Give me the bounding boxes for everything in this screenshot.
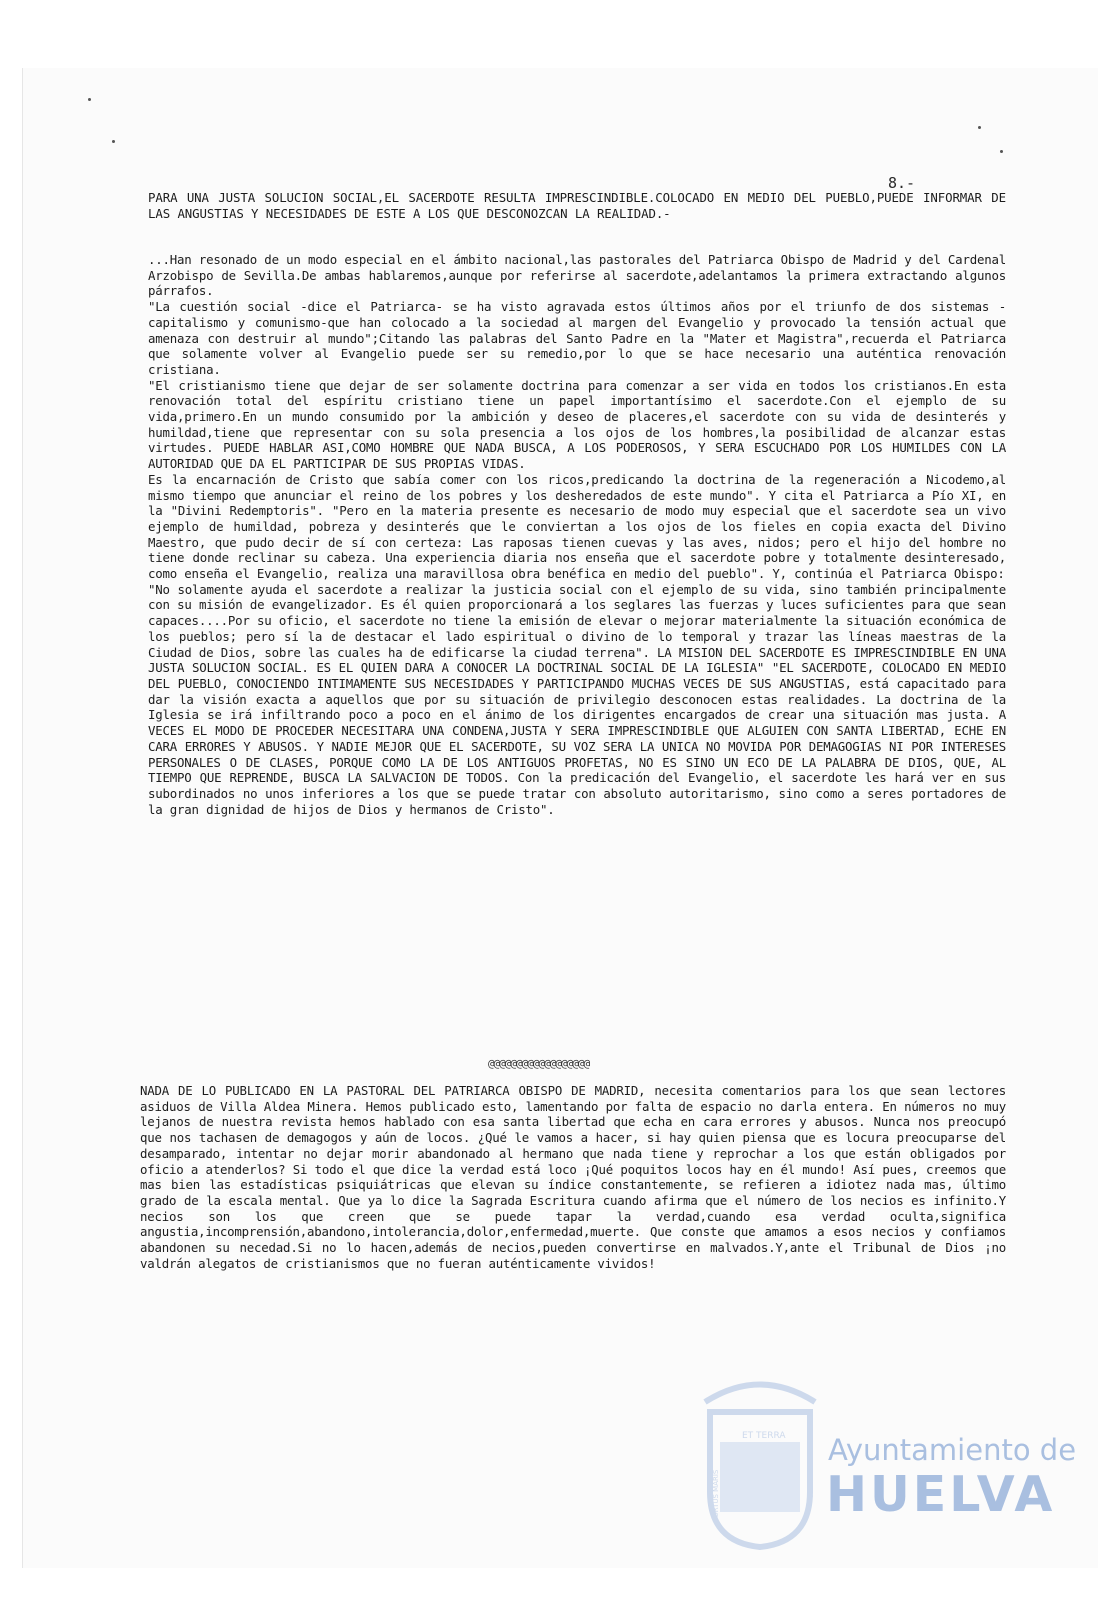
watermark-text-line2: HUELVA	[826, 1466, 1056, 1523]
scan-speck	[112, 140, 115, 143]
paragraph: "La cuestión social -dice el Patriarca- se ha visto agravada estos últimos años por el triunfo de dos sistemas -capitalismo y comunismo-que han colocado a la sociedad al margen del Evangelio y provocado la tensión actual que amenaza con destruir al mundo";Citando las palabras del Santo Padre en la "Mater et Magistra",recuerda el Patriarca que solamente volver al Evangelio puede ser su remedio,por lo que se hace necesario una auténtica renovación cristiana.	[148, 299, 1006, 377]
crown-arc	[705, 1385, 815, 1403]
paragraph: NADA DE LO PUBLICADO EN LA PASTORAL DEL PATRIARCA OBISPO DE MADRID, necesita comentarios para los que sean lectores asiduos de Villa Aldea Minera. Hemos publicado esto, lamentando por falta de espacio no darla entera. En números no muy lejanos de nuestra revista hemos hablado con esa santa libertad que echa en cara errores y abusos. Nunca nos preocupó que nos tachasen de demagogos y aún de locos. ¿Qué le vamos a hacer, si hay quien piensa que es locura preocuparse del desamparado, intentar no dejar morir abandonado al hermano que nada tiene y reprochar a los que están obligados por oficio a atenderlos? Si todo el que dice la verdad está loco ¡Qué poquitos locos hay en él mundo! Así pues, creemos que mas bien las estadísticas psiquiátricas que elevan su índice constantemente, se refieren a idiotez nada mas, último grado de la escala mental. Que ya lo dice la Sagrada Escritura cuando afirma que el número de los necios es infinito.Y necios son los que creen que se puede tapar la verdad,cuando esa verdad oculta,significa angustia,incomprensión,abandono,intolerancia,dolor,enfermedad,muerte. Que conste que amamos a esos necios y confiamos abandonen su necedad.Si no lo hacen,además de necios,pueden convertirse en malvados.Y,ante el Tribunal de Dios ¡no valdrán alegatos de cristianismos que no fueran auténticamente vividos!	[140, 1083, 1006, 1271]
shield-text: PORTUS MARIS	[712, 1469, 720, 1522]
section-divider: @@@@@@@@@@@@@@@@@@	[488, 1057, 590, 1070]
intro-heading: PARA UNA JUSTA SOLUCION SOCIAL,EL SACERDOTE RESULTA IMPRESCINDIBLE.COLOCADO EN MEDIO DEL PUEBLO,PUEDE INFORMAR DE LAS ANGUSTIAS Y NECESIDADES DE ESTE A LOS QUE DESCONOZCAN LA REALIDAD.-	[148, 190, 1006, 221]
scan-speck	[1000, 150, 1003, 153]
scan-speck	[88, 98, 91, 101]
paragraph: "No solamente ayuda el sacerdote a realizar la justicia social con el ejemplo de su vida, sino también principalmente con su misión de evangelizador. Es él quien proporcionará a los seglares las fuerzas y luces suficientes para que sean capaces....Por su oficio, el sacerdote no tiene la emisión de elevar o mejorar materialmente la situación económica de los pueblos; pero sí la de destacar el lado espiritual o divino de lo temporal y trazar las líneas maestras de la Ciudad de Dios, sobre las cuales ha de edificarse la ciudad terrena". LA MISION DEL SACERDOTE ES IMPRESCINDIBLE EN UNA JUSTA SOLUCION SOCIAL. ES EL QUIEN DARA A CONOCER LA DOCTRINAL SOCIAL DE LA IGLESIA" "EL SACERDOTE, COLOCADO EN MEDIO DEL PUEBLO, CONOCIENDO INTIMAMENTE SUS NECESIDADES Y PARTICIPANDO MUCHAS VECES DE SUS ANGUSTIAS, está capacitado para dar la visión exacta a aquellos que por su situación de privilegio desconocen estas realidades. La doctrina de la Iglesia se irá infiltrando poco a poco en el ánimo de los dirigentes encargados de crear una situación mas justa. A VECES EL MODO DE PROCEDER NECESITARA UNA CONDENA,JUSTA Y SERA IMPRESCINDIBLE QUE ALGUIEN CON SANTA LIBERTAD, ECHE EN CARA ERRORES Y ABUSOS. Y NADIE MEJOR QUE EL SACERDOTE, SU VOZ SERA LA UNICA NO MOVIDA POR DEMAGOGIAS NI POR INTERESES PERSONALES O DE CLASES, PORQUE COMO LA DE LOS ANTIGUOS PROFETAS, NO ES SINO UN ECO DE LA PALABRA DE DIOS, QUE, AL TIEMPO QUE REPRENDE, BUSCA LA SALVACION DE TODOS. Con la predicación del Evangelio, el sacerdote les hará ver en sus subordinados no unos inferiores a los que se puede tratar con absoluto autoritarismo, sino como a seres portadores de la gran dignidad de hijos de Dios y hermanos de Cristo".	[148, 581, 1006, 817]
page-number: 8.-	[888, 174, 916, 192]
watermark-text-line1: Ayuntamiento de	[828, 1433, 1077, 1467]
shield-text: ET TERRA	[742, 1431, 786, 1441]
shield-text: CUSTODIA	[806, 1462, 814, 1499]
pastoral-extract	[148, 252, 1006, 817]
paragraph: ...Han resonado de un modo especial en el ámbito nacional,las pastorales del Patriarca Obispo de Madrid y del Cardenal Arzobispo de Sevilla.De ambas hablaremos,aunque por referirse al sacerdote,adelantamos la primera extractando algunos párrafos.	[148, 252, 1006, 299]
shield-field	[720, 1442, 800, 1512]
paragraph: Es la encarnación de Cristo que sabía comer con los ricos,predicando la doctrina de la regeneración a Nicodemo,al mismo tiempo que anunciar el reino de los pobres y los desheredados de este mundo". Y cita el Patriarca a Pío XI, en la "Divini Redemptoris". "Pero en la materia presente es necesario de modo muy especial que el sacerdote sea un vivo ejemplo de humildad, pobreza y desinterés que le conviertan a los ojos de los fieles en copia exacta del Divino Maestro, que pudo decir de sí con certeza: Las raposas tienen cuevas y las aves, nidos; pero el hijo del hombre no tiene donde reclinar su cabeza. Una experiencia diaria nos enseña que el sacerdote pobre y totalmente desinteresado, como enseña el Evangelio, realiza una maravillosa obra benéfica en medio del pueblo". Y, continúa el Patriarca Obispo:	[148, 471, 1006, 582]
closing-commentary	[140, 1083, 1006, 1271]
scan-speck	[978, 126, 981, 129]
paragraph: "El cristianismo tiene que dejar de ser solamente doctrina para comenzar a ser vida en todos los cristianos.En esta renovación total del espíritu cristiano tiene un papel importantísimo el sacerdote.Con el ejemplo de su vida,primero.En un mundo consumido por la ambición y deseo de placeres,el sacerdote con su vida de desinterés y humildad,tiene que representar con su sola presencia a los ojos de los hombres,la posibilidad de alcanzar estas virtudes. PUEDE HABLAR ASI,COMO HOMBRE QUE NADA BUSCA, A LOS PODEROSOS, Y SERA ESCUCHADO POR LOS HUMILDES CON LA AUTORIDAD QUE DA EL PARTICIPAR DE SUS PROPIAS VIDAS.	[148, 377, 1006, 472]
